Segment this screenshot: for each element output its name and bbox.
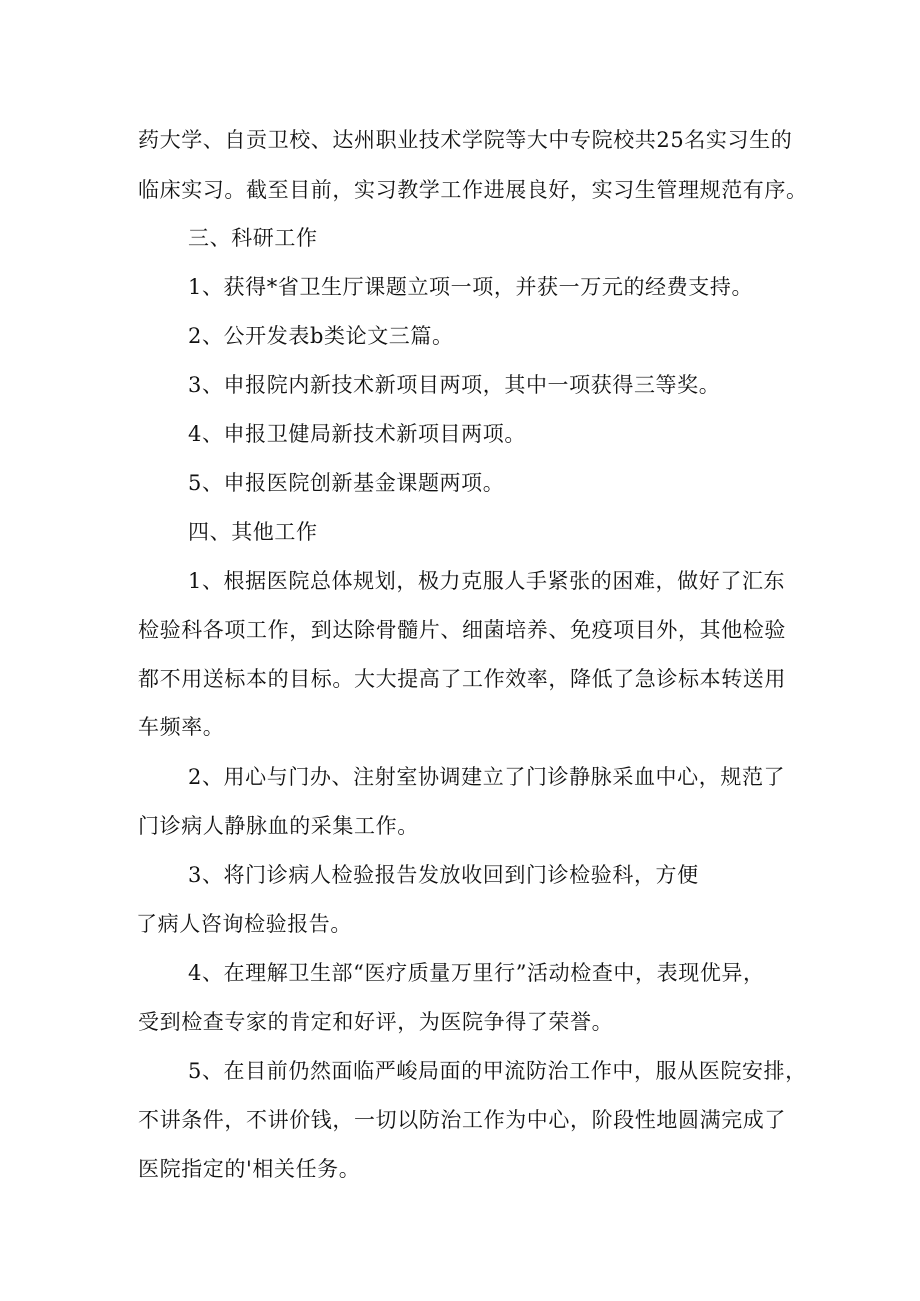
list-item: 3、申报院内新技术新项目两项，其中一项获得三等奖。 [188, 373, 721, 397]
paragraph-line: 都不用送标本的目标。大大提高了工作效率，降低了急诊标本转送用 [138, 667, 786, 691]
paragraph-line: 门诊病人静脉血的采集工作。 [138, 814, 419, 838]
paragraph-line: 受到检查专家的肯定和好评，为医院争得了荣誉。 [138, 1010, 614, 1034]
list-item: 2、公开发表b类论文三篇。 [188, 324, 454, 348]
paragraph-line: 不讲条件，不讲价钱，一切以防治工作为中心，阶段性地圆满完成了 [138, 1108, 786, 1132]
section-heading: 四、其他工作 [188, 520, 318, 544]
list-item: 5、申报医院创新基金课题两项。 [188, 471, 505, 495]
section-heading: 三、科研工作 [188, 226, 318, 250]
list-item: 1、获得*省卫生厅课题立项一项，并获一万元的经费支持。 [188, 275, 754, 299]
list-item: 4、申报卫健局新技术新项目两项。 [188, 422, 526, 446]
list-item: 2、用心与门办、注射室协调建立了门诊静脉采血中心，规范了 [188, 765, 786, 789]
list-item: 4、在理解卫生部“医疗质量万里行”活动检查中，表现优异， [188, 961, 765, 985]
paragraph-line: 临床实习。截至目前，实习教学工作进展良好，实习生管理规范有序。 [138, 178, 808, 202]
paragraph-line: 车频率。 [138, 715, 225, 739]
list-item: 5、在目前仍然面临严峻局面的甲流防治工作中，服从医院安排， [188, 1059, 807, 1083]
paragraph-line: 医院指定的'相关任务。 [138, 1157, 361, 1181]
paragraph-line: 了病人咨询检验报告。 [136, 912, 352, 936]
paragraph-line: 药大学、自贡卫校、达州职业技术学院等大中专院校共25名实习生的 [138, 128, 793, 152]
list-item: 3、将门诊病人检验报告发放收回到门诊检验科，方便 [188, 863, 699, 887]
list-item: 1、根据医院总体规划，极力克服人手紧张的困难，做好了汇东 [188, 569, 786, 593]
paragraph-line: 检验科各项工作，到达除骨髓片、细菌培养、免疫项目外，其他检验 [138, 618, 786, 642]
